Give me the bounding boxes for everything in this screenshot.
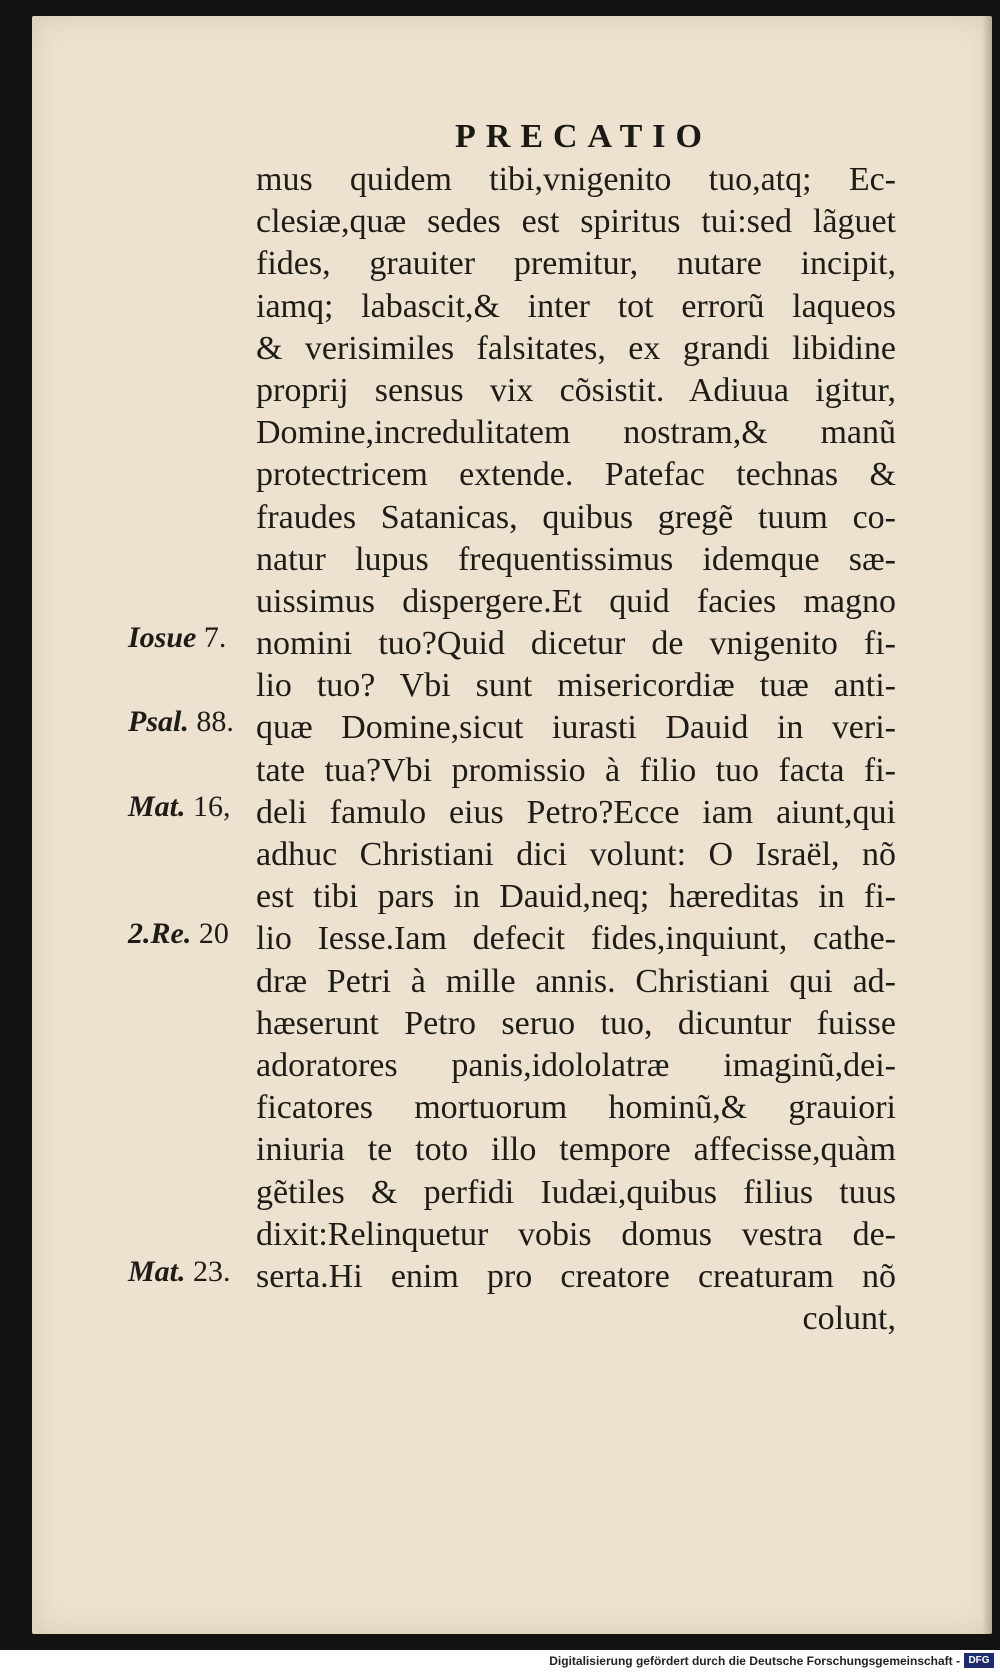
text-line: serta.Hi enim pro creatore creaturam nõ — [256, 1257, 896, 1295]
text-line: clesiæ,quæ sedes est spiritus tui:sed lãguet — [256, 203, 896, 241]
text-line: mus quidem tibi,vnigenito tuo,atq; Ec- — [256, 161, 896, 198]
text-line: ficatores mortuorum hominũ,& grauiori — [256, 1089, 896, 1127]
text-line: tate tua?Vbi promissio à filio tuo facta fi- — [256, 751, 896, 789]
text-line: adhuc Christiani dici volunt: O Israël, nõ — [256, 836, 896, 873]
text-line: proprij sensus vix cõsistit. Adiuua igitur, — [256, 371, 896, 409]
text-line: gẽtiles & perfidi Iudæi,quibus filius tuus — [256, 1173, 896, 1211]
margin-note-book: Mat. — [128, 1255, 186, 1288]
running-head: PRECATIO — [455, 118, 712, 155]
text-line: est tibi pars in Dauid,neq; hæreditas in fi- — [256, 878, 896, 916]
dfg-logo: DFG — [964, 1653, 994, 1668]
text-line: iniuria te toto illo tempore affecisse,quàm — [256, 1131, 896, 1169]
margin-note-book: Mat. — [128, 790, 186, 823]
margin-note — [128, 790, 250, 824]
text-line: nomini tuo?Quid dicetur de vnigenito fi- — [256, 625, 896, 663]
margin-note-book: Iosue — [128, 621, 197, 654]
text-line: natur lupus frequentissimus idemque sæ- — [256, 540, 896, 578]
body-text — [256, 159, 896, 1340]
margin-note-number: 7. — [203, 621, 227, 654]
text-line: lio tuo? Vbi sunt misericordiæ tuæ anti- — [256, 667, 896, 705]
text-line: iamq; labascit,& inter tot errorũ laqueos — [256, 287, 896, 325]
margin-note — [128, 1255, 250, 1289]
margin-note — [128, 621, 250, 655]
text-line: quæ Domine,sicut iurasti Dauid in veri- — [256, 709, 896, 747]
text-line: & verisimiles falsitates, ex grandi libidine — [256, 329, 896, 367]
page-edge-shadow — [982, 16, 992, 1634]
text-line: hæserunt Petro seruo tuo, dicuntur fuisse — [256, 1004, 896, 1042]
text-line: uissimus dispergere.Et quid facies magno — [256, 582, 896, 620]
text-line: dixit:Relinquetur vobis domus vestra de- — [256, 1215, 896, 1253]
text-line: fides, grauiter premitur, nutare incipit, — [256, 245, 896, 283]
margin-note-book: 2.Re. — [128, 917, 192, 950]
margin-note-book: Psal. — [128, 705, 189, 738]
text-line: lio Iesse.Iam defecit fides,inquiunt, cathe- — [256, 920, 896, 958]
margin-note — [128, 917, 250, 951]
text-line: deli famulo eius Petro?Ecce iam aiunt,qui — [256, 793, 896, 831]
catchword-line: colunt, — [802, 1300, 896, 1338]
funding-credit: Digitalisierung gefördert durch die Deutsche Forschungsgemeinschaft - — [549, 1654, 960, 1668]
text-line: adoratores panis,idololatræ imaginũ,dei- — [256, 1046, 896, 1084]
margin-note-number: 20 — [198, 917, 229, 950]
text-line: protectricem extende. Patefac technas & — [256, 456, 896, 494]
margin-note-number: 16, — [193, 790, 231, 823]
text-line: Domine,incredulitatem nostram,& manũ — [256, 414, 896, 452]
margin-note-number: 23. — [193, 1255, 231, 1288]
margin-note — [128, 705, 250, 739]
text-line: fraudes Satanicas, quibus gregẽ tuum co- — [256, 498, 896, 536]
margin-note-number: 88. — [196, 705, 234, 738]
text-line: dræ Petri à mille annis. Christiani qui ad- — [256, 962, 896, 1000]
